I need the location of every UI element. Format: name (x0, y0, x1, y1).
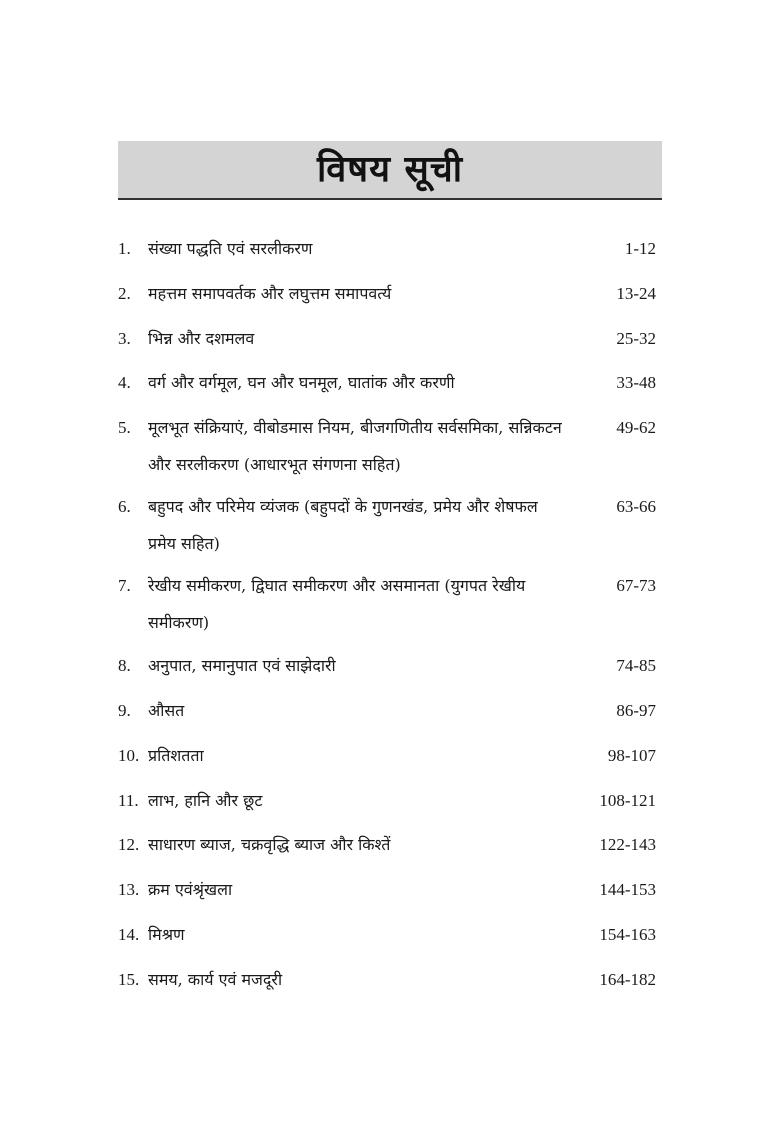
entry-number: 13. (118, 880, 140, 899)
entry-number: 14. (118, 925, 140, 944)
entry-pages: 25-32 (616, 329, 656, 348)
toc-entry (118, 320, 656, 357)
entry-title: अनुपात, समानुपात एवं साझेदारी (148, 656, 336, 675)
entry-pages: 122-143 (599, 835, 656, 854)
entry-title: क्रम एवंश्रृंखला (148, 880, 233, 899)
toc-entry (118, 826, 656, 863)
entry-pages: 108-121 (599, 791, 656, 810)
entry-number: 6. (118, 497, 131, 516)
toc-entry (118, 275, 656, 312)
entry-pages: 33-48 (616, 373, 656, 392)
entry-title: बहुपद और परिमेय व्यंजक (बहुपदों के गुणनखंड, प्रमेय और शेषफल प्रमेय सहित) (148, 497, 538, 553)
entry-number: 4. (118, 373, 131, 392)
toc-entry (118, 782, 656, 819)
entry-title: महत्तम समापवर्तक और लघुत्तम समापवर्त्य (148, 284, 392, 303)
toc-entry (118, 871, 656, 908)
toc-entry (118, 737, 656, 774)
toc-entry (118, 692, 656, 729)
toc-entry (118, 488, 656, 562)
entry-title: औसत (148, 701, 185, 720)
toc-entry (118, 230, 656, 267)
entry-number: 15. (118, 970, 140, 989)
entry-number: 2. (118, 284, 131, 303)
entry-number: 8. (118, 656, 131, 675)
entry-pages: 74-85 (616, 656, 656, 675)
toc-entry (118, 567, 656, 641)
entry-number: 3. (118, 329, 131, 348)
entry-title: प्रतिशतता (148, 746, 204, 765)
toc-entry (118, 364, 656, 401)
entry-pages: 49-62 (616, 418, 656, 437)
entry-pages: 63-66 (616, 497, 656, 516)
title-banner (118, 141, 662, 200)
entry-number: 10. (118, 746, 140, 765)
entry-title: मूलभूत संक्रियाएं, वीबोडमास नियम, बीजगणितीय सर्वसमिका, सन्निकटन और सरलीकरण (आधारभूत संगणना सहित) (148, 418, 562, 474)
entry-pages: 13-24 (616, 284, 656, 303)
entry-title: समय, कार्य एवं मजदूरी (148, 970, 283, 989)
toc-entry (118, 961, 656, 998)
entry-title: लाभ, हानि और छूट (148, 791, 263, 810)
entry-pages: 1-12 (624, 239, 656, 258)
entry-title: संख्या पद्धति एवं सरलीकरण (148, 239, 313, 258)
entry-number: 7. (118, 576, 131, 595)
page-title: विषय सूची (316, 148, 464, 190)
entry-title: वर्ग और वर्गमूल, घन और घनमूल, घातांक और करणी (148, 373, 455, 392)
entry-pages: 98-107 (607, 746, 656, 765)
entry-title: मिश्रण (148, 925, 185, 944)
entry-pages: 144-153 (599, 880, 656, 899)
entry-number: 11. (118, 791, 139, 810)
entry-title: रेखीय समीकरण, द्विघात समीकरण और असमानता (युगपत रेखीय समीकरण) (148, 576, 526, 632)
entry-number: 9. (118, 701, 131, 720)
toc-entry (118, 916, 656, 953)
entry-number: 12. (118, 835, 140, 854)
entry-title: भिन्न और दशमलव (148, 329, 255, 348)
toc-entry (118, 409, 656, 483)
entry-pages: 67-73 (616, 576, 656, 595)
entry-pages: 164-182 (599, 970, 656, 989)
entry-number: 1. (118, 239, 131, 258)
entry-title: साधारण ब्याज, चक्रवृद्धि ब्याज और किश्तें (148, 835, 391, 854)
entry-pages: 154-163 (599, 925, 656, 944)
toc-entry (118, 647, 656, 684)
entry-pages: 86-97 (616, 701, 656, 720)
entry-number: 5. (118, 418, 131, 437)
